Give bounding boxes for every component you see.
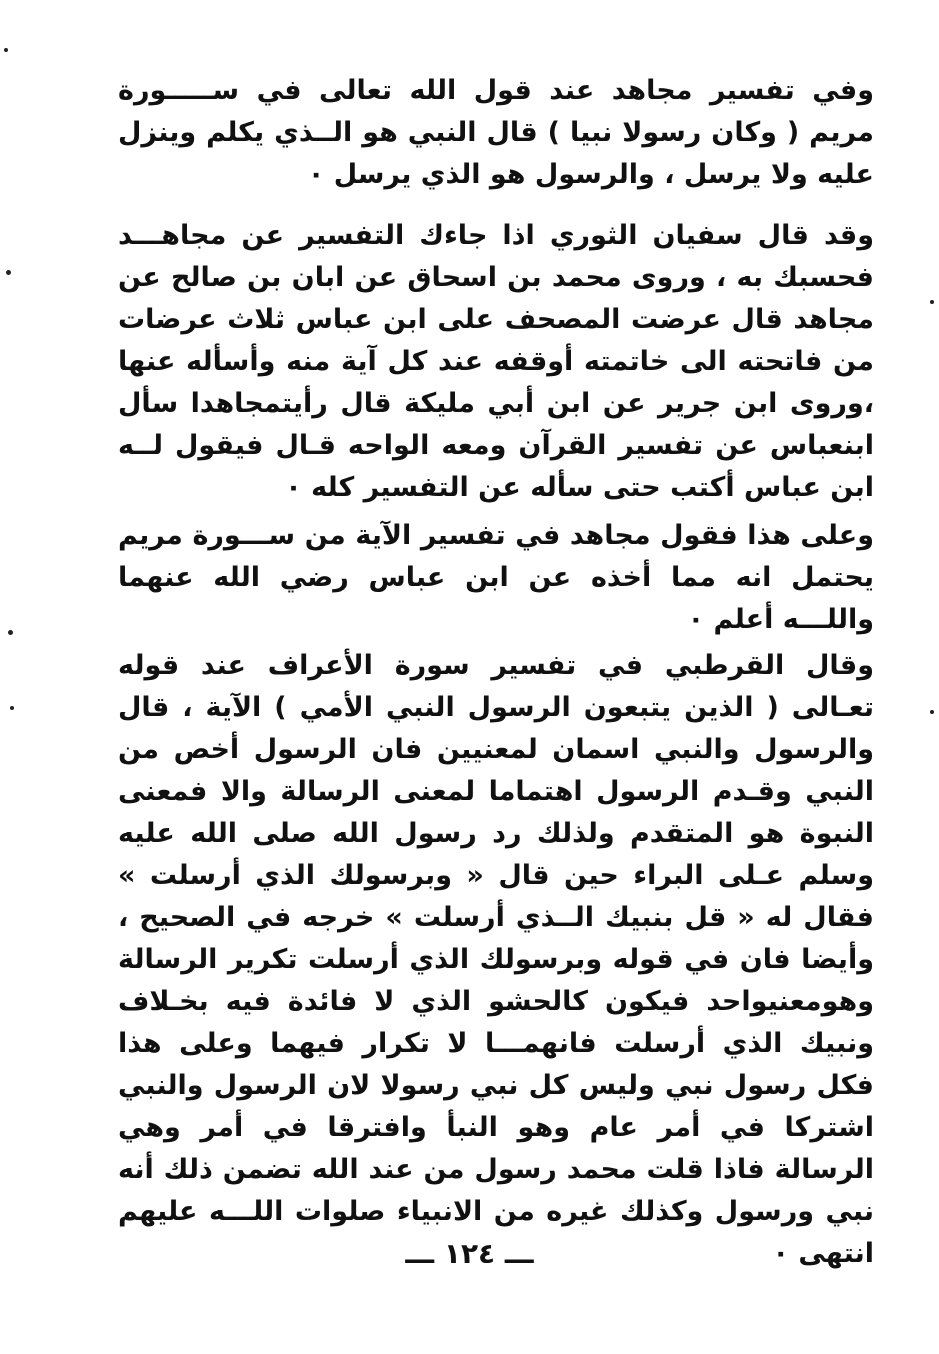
paragraph-sufyan-thawri (118, 215, 874, 509)
scan-speck (4, 48, 8, 52)
scan-speck (6, 270, 11, 275)
paragraph-text: وعلى هذا فقول مجاهد في تفسير الآية من ســـورة مريم يحتمل انه مما أخذه عن ابن عباس رضي الله عنهما واللـــه أعلم ٠ (118, 520, 874, 635)
page-number: ـــ ١٢٤ ـــ (405, 1237, 534, 1270)
paragraph-qurtubi (118, 645, 874, 1275)
paragraph-text: وفي تفسير مجاهد عند قول الله تعالى في ســـــورة مريم ( وكان رسولا نبيا ) قال النبي هو الــذي يكلم وينزل عليه ولا يرسل ، والرسول هو الذي يرسل ٠ (118, 75, 874, 190)
scan-speck (10, 706, 14, 710)
scan-speck (930, 710, 934, 714)
paragraph-text: وقد قال سفيان الثوري اذا جاءك التفسير عن مجاهـــد فحسبك به ، وروى محمد بن اسحاق عن ابان بن صالح عن مجاهد قال عرضت المصحف على ابن عباس ثلاث عرضات من فاتحته الى خاتمته أوقفه عند كل آية منه وأسأله عنها ،وروى ابن جرير عن ابن أبي مليكة قال رأيتمجاهدا سأل ابنعباس عن تفسير القرآن ومعه الواحه قـال فيقول لــه ابن عباس أكتب حتى سأله عن التفسير كله ٠ (118, 220, 874, 503)
paragraph-conclusion (118, 515, 874, 641)
paragraph-text: وقال القرطبي في تفسير سورة الأعراف عند قوله تعـالى ( الذين يتبعون الرسول النبي الأمي ) الآية ، قال والرسول والنبي اسمان لمعنيين فان الرسول أخص من النبي وقـدم الرسول اهتماما لمعنى الرسالة والا فمعنى النبوة هو المتقدم ولذلك رد رسول الله صلى الله عليه وسلم عـلى البراء حين قال « وبرسولك الذي أرسلت » فقال له « قل بنبيك الــذي أرسلت » خرجه في الصحيح ، وأيضا فان في قوله وبرسولك الذي أرسلت تكرير الرسالة وهومعنيواحد فيكون كالحشو الذي لا فائدة فيه بخـلاف ونبيك الذي أرسلت فانهمـــا لا تكرار فيهما وعلى هذا فكل رسول نبي وليس كل نبي رسولا لان الرسول والنبي اشتركا في أمر عام وهو النبأ وافترقا في أمر وهي الرسالة فاذا قلت محمد رسول من عند الله تضمن ذلك أنه نبي ورسول وكذلك غيره من الانبياء صلوات اللـــه عليهم انتهى ٠ (118, 650, 874, 1269)
scan-speck (8, 630, 13, 635)
paragraph-mujahid-tafsir (118, 70, 874, 196)
scan-speck (930, 300, 934, 304)
